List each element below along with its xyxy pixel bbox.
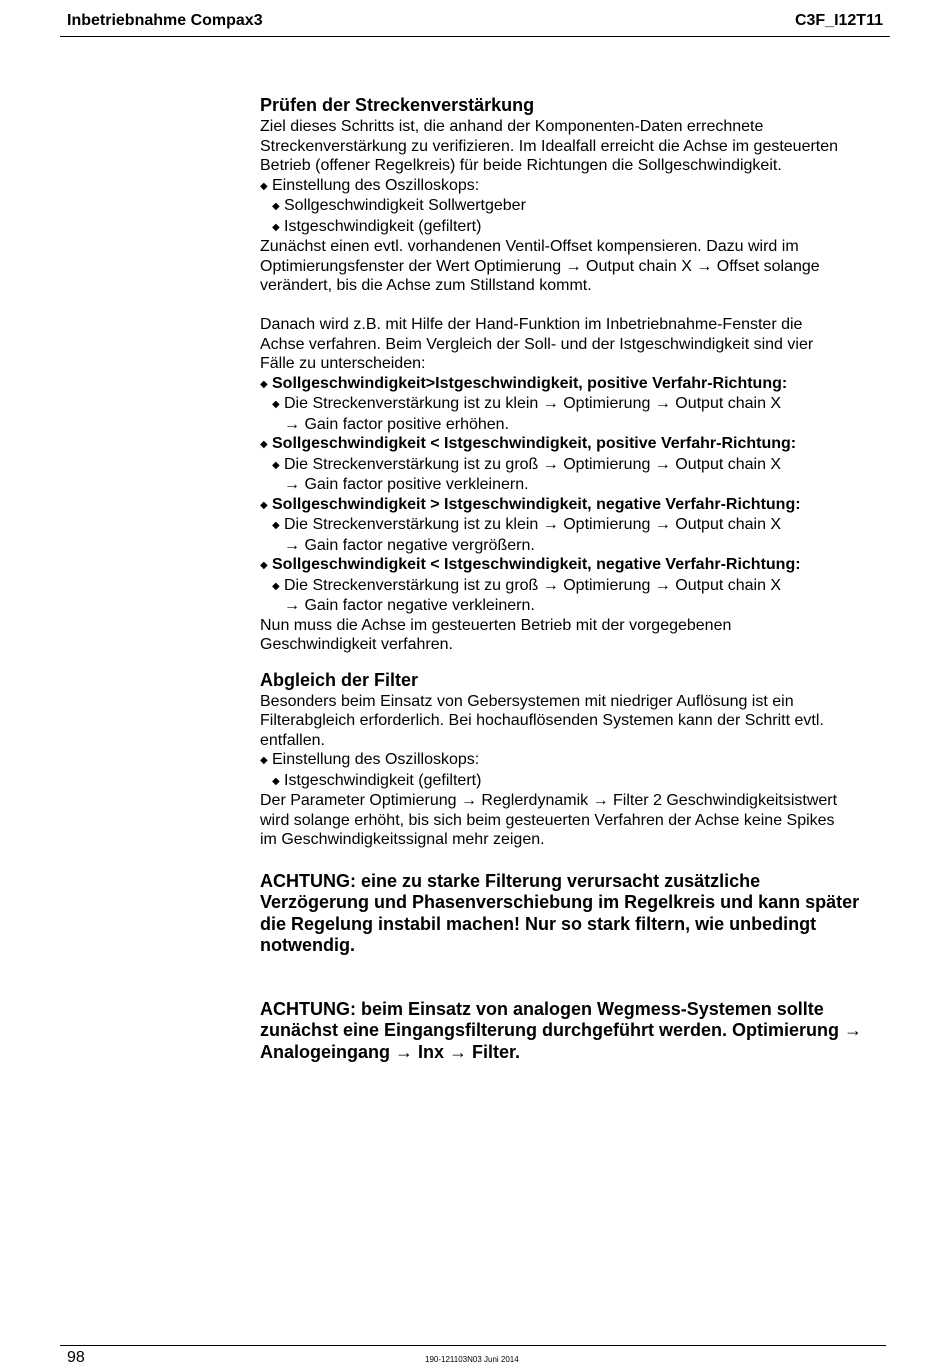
paragraph-line: Fälle zu unterscheiden:: [260, 355, 426, 372]
page-content: [260, 94, 890, 1063]
diamond-bullet-icon: ◆: [272, 520, 280, 531]
warning-line: notwendig.: [260, 935, 355, 955]
paragraph-line: verändert, bis die Achse zum Stillstand kommt.: [260, 277, 592, 294]
paragraph-line: Zunächst einen evtl. vorhandenen Ventil-Offset kompensieren. Dazu wird im: [260, 238, 799, 255]
case-line: → Gain factor negative vergrößern.: [284, 536, 535, 554]
paragraph-line: Achse verfahren. Beim Vergleich der Soll- und der Istgeschwindigkeit sind vier: [260, 335, 814, 353]
case-heading: ◆ Sollgeschwindigkeit < Istgeschwindigkeit, negative Verfahr-Richtung:: [260, 555, 890, 576]
list-item: ◆ Einstellung des Oszilloskops:: [260, 750, 890, 771]
page-number: 98: [67, 1349, 85, 1366]
header-doc-code: C3F_I12T11: [794, 12, 883, 29]
diamond-bullet-icon: ◆: [272, 580, 280, 592]
section-title-filter: Abgleich der Filter: [260, 669, 419, 690]
page-header: [60, 0, 890, 37]
diamond-bullet-icon: ◆: [260, 499, 268, 511]
paragraph-line: Besonders beim Einsatz von Gebersystemen mit niedriger Auflösung ist ein: [260, 692, 794, 710]
diamond-bullet-icon: ◆: [260, 439, 268, 450]
diamond-bullet-icon: ◆: [272, 221, 280, 233]
case-line: ◆ Die Streckenverstärkung ist zu groß → Optimierung → Output chain X: [260, 576, 890, 597]
case-line: ◆ Die Streckenverstärkung ist zu klein → Optimierung → Output chain X: [260, 515, 890, 536]
list-item: ◆ Einstellung des Oszilloskops:: [260, 176, 890, 197]
paragraph-line: Nun muss die Achse im gesteuerten Betrieb mit der vorgegebenen: [260, 616, 732, 634]
paragraph-line: Filterabgleich erforderlich. Bei hochauflösenden Systemen kann der Schritt evtl.: [260, 712, 824, 729]
diamond-bullet-icon: ◆: [260, 755, 268, 766]
document-reference: 190-121103N03 Juni 2014: [425, 1355, 519, 1364]
page-footer: [60, 1345, 886, 1366]
paragraph-line: entfallen.: [260, 731, 325, 749]
list-item: ◆ Sollgeschwindigkeit Sollwertgeber: [260, 196, 890, 217]
diamond-bullet-icon: ◆: [260, 180, 268, 192]
paragraph-line: Ziel dieses Schritts ist, die anhand der Komponenten-Daten errechnete: [260, 118, 764, 135]
case-heading: ◆ Sollgeschwindigkeit < Istgeschwindigkeit, positive Verfahr-Richtung:: [260, 434, 890, 455]
paragraph-line: wird solange erhöht, bis sich beim gesteuerten Verfahren der Achse keine Spikes: [260, 811, 835, 829]
paragraph-line: Optimierungsfenster der Wert Optimierung → Output chain X → Offset solange: [260, 257, 820, 275]
diamond-bullet-icon: ◆: [272, 775, 280, 787]
warning-line: Analogeingang → Inx → Filter.: [260, 1041, 521, 1062]
paragraph-line: Der Parameter Optimierung → Reglerdynamik → Filter 2 Geschwindigkeitsistwert: [260, 792, 838, 809]
paragraph-line: im Geschwindigkeitssignal mehr zeigen.: [260, 831, 545, 848]
case-heading: ◆ Sollgeschwindigkeit > Istgeschwindigkeit, negative Verfahr-Richtung:: [260, 495, 890, 516]
warning-line: zunächst eine Eingangsfilterung durchgeführt werden. Optimierung →: [260, 1020, 863, 1040]
case-line: ◆ Die Streckenverstärkung ist zu groß → Optimierung → Output chain X: [260, 455, 890, 476]
warning-line: die Regelung instabil machen! Nur so stark filtern, wie unbedingt: [260, 913, 817, 934]
warning-line: ACHTUNG: beim Einsatz von analogen Wegmess-Systemen sollte: [260, 998, 824, 1019]
paragraph-line: Geschwindigkeit verfahren.: [260, 636, 453, 653]
list-item: ◆ Istgeschwindigkeit (gefiltert): [260, 771, 890, 792]
diamond-bullet-icon: ◆: [272, 459, 280, 471]
case-line: → Gain factor positive verkleinern.: [284, 476, 529, 493]
diamond-bullet-icon: ◆: [260, 560, 268, 571]
diamond-bullet-icon: ◆: [260, 378, 268, 390]
header-title: Inbetriebnahme Compax3: [67, 12, 263, 29]
case-line: → Gain factor negative verkleinern.: [284, 597, 535, 614]
case-heading: ◆ Sollgeschwindigkeit>Istgeschwindigkeit, positive Verfahr-Richtung:: [260, 374, 890, 395]
list-item: ◆ Istgeschwindigkeit (gefiltert): [260, 217, 890, 238]
diamond-bullet-icon: ◆: [272, 399, 280, 410]
paragraph-line: Betrieb (offener Regelkreis) für beide Richtungen die Sollgeschwindigkeit.: [260, 157, 782, 174]
case-line: ◆ Die Streckenverstärkung ist zu klein → Optimierung → Output chain X: [260, 394, 890, 415]
warning-line: Verzögerung und Phasenverschiebung im Regelkreis und kann später: [260, 892, 860, 912]
paragraph-line: Streckenverstärkung zu verifizieren. Im Idealfall erreicht die Achse im gesteuerten: [260, 137, 839, 155]
diamond-bullet-icon: ◆: [272, 201, 280, 212]
section-title-streckenverstaerkung: Prüfen der Streckenverstärkung: [260, 95, 535, 115]
case-line: → Gain factor positive erhöhen.: [284, 415, 510, 433]
paragraph-line: Danach wird z.B. mit Hilfe der Hand-Funktion im Inbetriebnahme-Fenster die: [260, 316, 803, 333]
warning-line: ACHTUNG: eine zu starke Filterung verursacht zusätzliche: [260, 870, 761, 891]
